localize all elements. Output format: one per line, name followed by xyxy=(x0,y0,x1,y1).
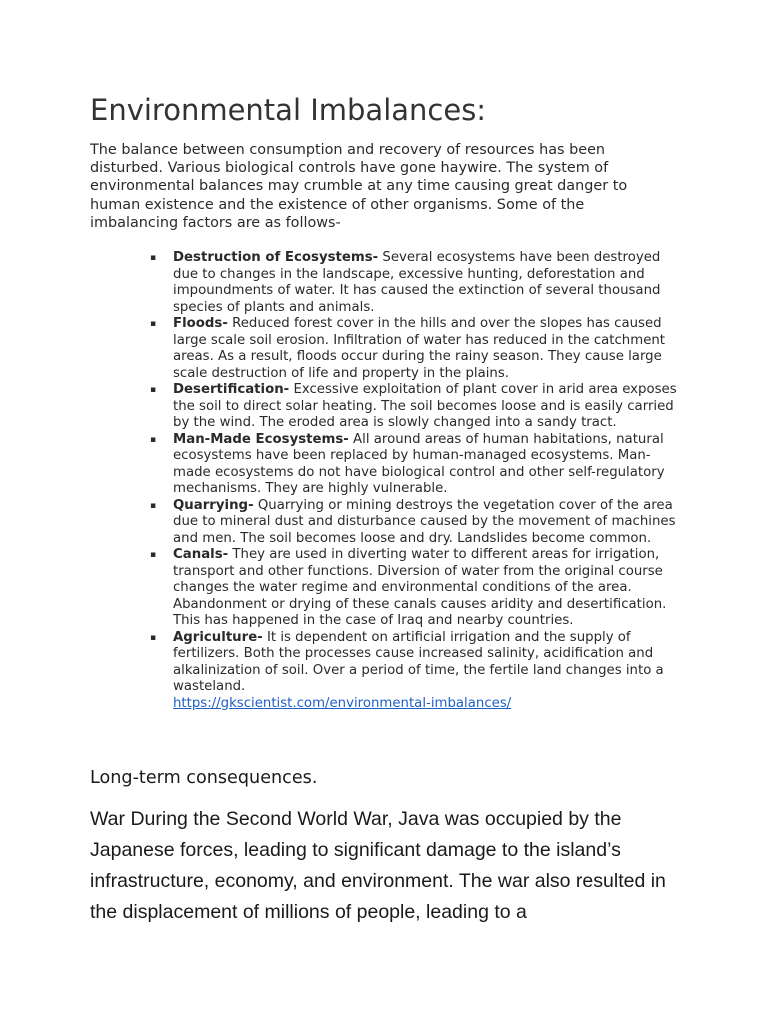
factor-text: Several ecosystems have been destroyed due to changes in the landscape, excessive hunting, deforestation and impoundments of water. It has caused the extinction of several thousand species of plants and animals. xyxy=(173,250,661,315)
factor-text: Excessive exploitation of plant cover in arid area exposes the soil to direct solar heating. The soil becomes loose and is easily carried by the wind. The eroded area is slowly changed into a sandy tract. xyxy=(173,382,677,430)
factor-text: It is dependent on artificial irrigation and the supply of fertilizers. Both the processes cause increased salinity, acidification and alkalinization of soil. Over a period of time, the fertile land changes into a wasteland. xyxy=(173,629,664,694)
list-item xyxy=(150,547,683,630)
list-item xyxy=(150,250,683,316)
factor-title: Canals- xyxy=(173,547,229,562)
source-link[interactable]: https://gkscientist.com/environmental-imbalances/ xyxy=(173,695,512,711)
imbalance-factor-list xyxy=(150,250,683,712)
source-link-item xyxy=(173,696,683,713)
factor-text: Quarrying or mining destroys the vegetation cover of the area due to mineral dust and disturbance caused by the movement of machines and men. The soil becomes loose and dry. Landslides become common. xyxy=(173,497,676,546)
square-bullet-icon: ▪ xyxy=(150,550,157,560)
list-item xyxy=(150,382,683,432)
factor-title: Agriculture- xyxy=(173,629,263,645)
war-paragraph: War During the Second World War, Java was occupied by the Japanese forces, leading to significant damage to the island’s infrastructure, economy, and environment. The war also resulted in the displacement of millions of people, leading to a xyxy=(90,808,666,923)
intro-paragraph: The balance between consumption and recovery of resources has been disturbed. Various biological controls have gone haywire. The system of environmental balances may crumble at any time causing great danger to human existence and the existence of other organisms. Some of the imbalancing factors are as follows- xyxy=(90,142,628,231)
factor-title: Floods- xyxy=(173,316,228,331)
factor-text: Reduced forest cover in the hills and over the slopes has caused large scale soil erosion. Infiltration of water has reduced in the catchment areas. As a result, floods occur during the rainy season. They cause large scale destruction of life and property in the plains. xyxy=(173,316,666,381)
list-item xyxy=(150,431,683,498)
square-bullet-icon: ▪ xyxy=(150,385,157,395)
list-item xyxy=(150,497,683,548)
factor-title: Destruction of Ecosystems- xyxy=(173,250,379,265)
square-bullet-icon: ▪ xyxy=(150,319,157,329)
square-bullet-icon: ▪ xyxy=(150,434,157,445)
factor-title: Desertification- xyxy=(173,382,290,397)
factor-title: Quarrying- xyxy=(173,497,254,513)
factor-title: Man-Made Ecosystems- xyxy=(173,431,349,447)
square-bullet-icon: ▪ xyxy=(150,253,157,263)
factor-text: All around areas of human habitations, natural ecosystems have been replaced by human-managed ecosystems. Man-made ecosystems do not have biological control and other self-regulatory mechanisms. They are highly vulnerable. xyxy=(173,431,665,496)
square-bullet-icon: ▪ xyxy=(150,632,157,643)
page-title: Environmental Imbalances: xyxy=(90,93,487,127)
factor-text: They are used in diverting water to different areas for irrigation, transport and other functions. Diversion of water from the original course changes the water regime and environmental conditions of the area. Abandonment or drying of these canals causes aridity and desertification. This has happened in the case of Iraq and nearby countries. xyxy=(173,547,667,628)
list-item xyxy=(150,316,683,382)
list-item xyxy=(150,629,683,696)
square-bullet-icon: ▪ xyxy=(150,500,157,511)
section-subheading: Long-term consequences. xyxy=(90,768,318,788)
